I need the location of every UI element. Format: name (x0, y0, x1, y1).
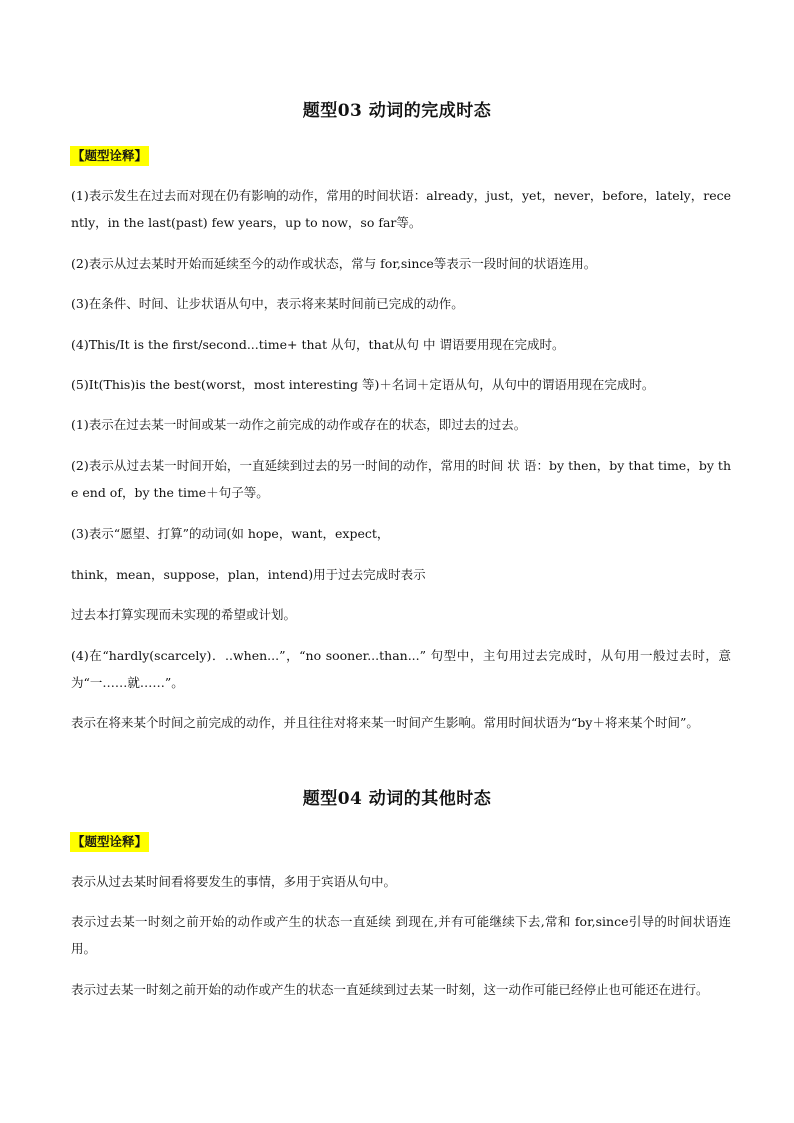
paragraph: (4)在“hardly(scarcely)．..when...”，“no sooner...than...” 句型中，主句用过去完成时，从句用一般过去时，意为“一……就……”。 (71, 648, 731, 690)
section-tag-04: 【题型诠释】 (70, 832, 149, 852)
paragraph: 过去本打算实现而未实现的希望或计划。 (71, 607, 297, 622)
paragraph: think，mean，suppose，plan，intend)用于过去完成时表示 (71, 567, 426, 582)
paragraph: (2)表示从过去某一时间开始，一直延续到过去的另一时间的动作，常用的时间 状 语：by then，by that time，by the end of，by the time＋句子等。 (71, 458, 731, 500)
paragraph: (4)This/It is the first/second...time+ that 从句，that从句 中 谓语要用现在完成时。 (71, 337, 565, 352)
section-tag-03: 【题型诠释】 (70, 146, 149, 166)
paragraph: (1)表示发生在过去而对现在仍有影响的动作，常用的时间状语：already，just，yet，never，before，lately，recently，in the last(past) few years，up to now，so far等。 (71, 188, 731, 230)
paragraph: (3)表示“愿望、打算”的动词(如 hope，want，expect， (71, 526, 390, 541)
paragraph: 表示从过去某时间看将要发生的事情，多用于宾语从句中。 (71, 874, 397, 889)
paragraph: 表示在将来某个时间之前完成的动作，并且往往对将来某一时间产生影响。常用时间状语为“by＋将来某个时间”。 (71, 715, 699, 730)
paragraph: (3)在条件、时间、让步状语从句中，表示将来某时间前已完成的动作。 (71, 296, 464, 311)
section-title-04: 题型04 动词的其他时态 (302, 789, 492, 809)
paragraph: (2)表示从过去某时开始而延续至今的动作或状态，常与 for,since等表示一段时间的状语连用。 (71, 256, 597, 271)
paragraph: 表示过去某一时刻之前开始的动作或产生的状态一直延续 到现在,并有可能继续下去,常和 for,since引导的时间状语连用。 (71, 914, 731, 956)
section-title-03: 题型03 动词的完成时态 (302, 101, 492, 121)
paragraph: (5)It(This)is the best(worst，most interesting 等)＋名词＋定语从句，从句中的谓语用现在完成时。 (71, 377, 655, 392)
paragraph: 表示过去某一时刻之前开始的动作或产生的状态一直延续到过去某一时刻，这一动作可能已经停止也可能还在进行。 (71, 982, 709, 997)
paragraph: (1)表示在过去某一时间或某一动作之前完成的动作或存在的状态，即过去的过去。 (71, 417, 527, 432)
